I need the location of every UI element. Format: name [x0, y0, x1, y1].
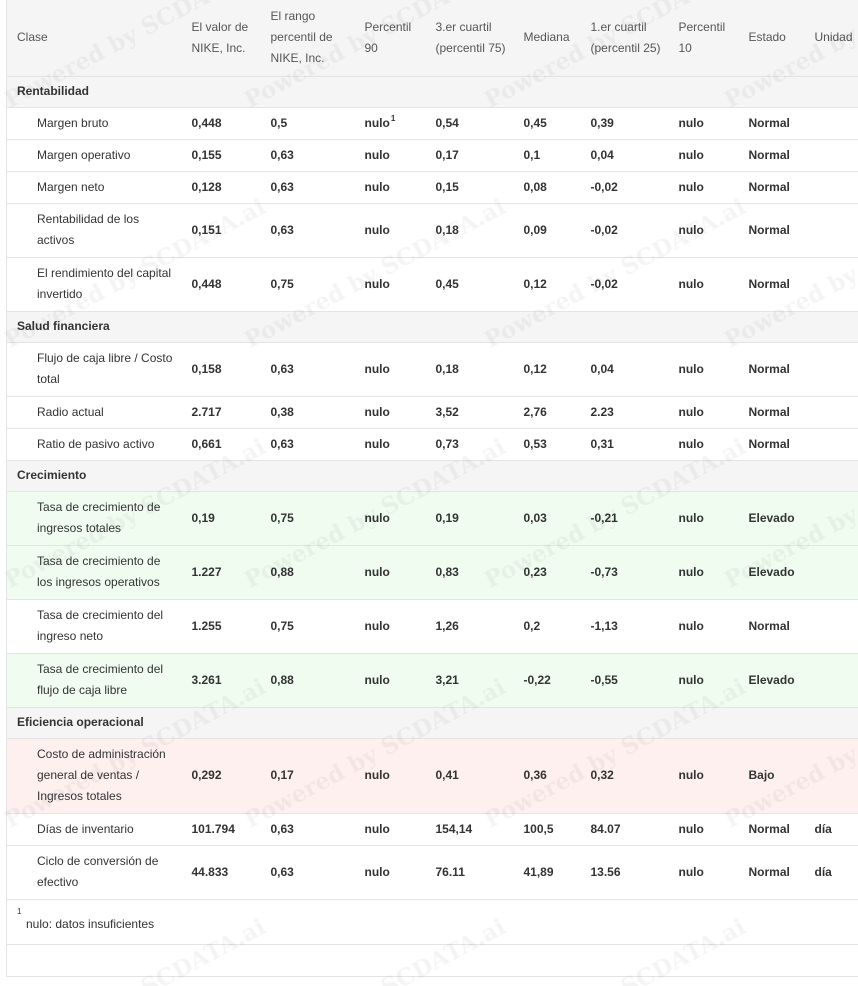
cell-unidad [805, 396, 858, 428]
cell-q3: 0,45 [426, 257, 514, 311]
header-p90: Percentil 90 [355, 0, 426, 76]
cell-unidad [805, 342, 858, 396]
cell-p10: nulo [669, 107, 739, 139]
cell-unidad [805, 491, 858, 545]
metric-name: Rentabilidad de los activos [7, 203, 182, 257]
cell-valor: 2.717 [182, 396, 261, 428]
cell-estado: Normal [739, 599, 805, 653]
metric-name: Margen neto [7, 171, 182, 203]
cell-q1: 2.23 [581, 396, 669, 428]
table-row [7, 491, 858, 545]
cell-q3: 1,26 [426, 599, 514, 653]
metric-name: El rendimiento del capital invertido [7, 257, 182, 311]
cell-p90: nulo [355, 396, 426, 428]
cell-unidad [805, 545, 858, 599]
cell-p10: nulo [669, 738, 739, 813]
cell-mediana: 0,53 [514, 428, 581, 460]
header-mediana: Mediana [514, 0, 581, 76]
cell-q3: 154,14 [426, 813, 514, 845]
header-clase: Clase [7, 0, 182, 76]
cell-unidad: día [805, 813, 858, 845]
table-body [7, 76, 858, 976]
cell-q1: 84.07 [581, 813, 669, 845]
cell-p10: nulo [669, 203, 739, 257]
cell-estado: Elevado [739, 653, 805, 707]
table-row [7, 428, 858, 460]
table-row [7, 203, 858, 257]
cell-p10: nulo [669, 342, 739, 396]
cell-estado: Normal [739, 171, 805, 203]
cell-estado: Normal [739, 203, 805, 257]
cell-q1: -0,02 [581, 257, 669, 311]
cell-valor: 1.227 [182, 545, 261, 599]
cell-p90 [355, 107, 426, 139]
table-row [7, 139, 858, 171]
cell-q1: 0,04 [581, 139, 669, 171]
header-rango: El rango percentil de NIKE, Inc. [261, 0, 355, 76]
cell-valor: 0,128 [182, 171, 261, 203]
cell-unidad [805, 203, 858, 257]
cell-p90: nulo [355, 428, 426, 460]
cell-p90: nulo [355, 257, 426, 311]
cell-unidad: día [805, 845, 858, 899]
header-q3: 3.er cuartil (percentil 75) [426, 0, 514, 76]
cell-p90: nulo [355, 139, 426, 171]
footnote [7, 899, 858, 944]
header-row [7, 0, 858, 76]
cell-p10: nulo [669, 396, 739, 428]
table-row [7, 738, 858, 813]
cell-rango: 0,63 [261, 203, 355, 257]
cell-mediana: 0,12 [514, 257, 581, 311]
table-row [7, 107, 858, 139]
cell-q3: 3,21 [426, 653, 514, 707]
table-row [7, 342, 858, 396]
section-title: Salud financiera [7, 311, 858, 342]
cell-rango: 0,38 [261, 396, 355, 428]
cell-rango: 0,75 [261, 491, 355, 545]
cell-q1: -0,02 [581, 171, 669, 203]
cell-p90-value: nulo [364, 115, 390, 130]
cell-rango: 0,75 [261, 599, 355, 653]
cell-unidad [805, 738, 858, 813]
cell-q1: -0,02 [581, 203, 669, 257]
cell-valor: 0,661 [182, 428, 261, 460]
cell-q3: 0,18 [426, 342, 514, 396]
cell-q1: 0,39 [581, 107, 669, 139]
cell-p90: nulo [355, 203, 426, 257]
table-row [7, 545, 858, 599]
cell-p90: nulo [355, 599, 426, 653]
empty-row [7, 944, 858, 976]
cell-rango: 0,63 [261, 139, 355, 171]
cell-mediana: 0,03 [514, 491, 581, 545]
cell-estado: Elevado [739, 491, 805, 545]
cell-rango: 0,88 [261, 545, 355, 599]
cell-rango: 0,17 [261, 738, 355, 813]
cell-unidad [805, 107, 858, 139]
footnote-row [7, 899, 858, 944]
cell-p10: nulo [669, 139, 739, 171]
section-header [7, 76, 858, 107]
cell-q1: 0,31 [581, 428, 669, 460]
cell-mediana: 41,89 [514, 845, 581, 899]
cell-valor: 0,448 [182, 257, 261, 311]
header-estado: Estado [739, 0, 805, 76]
footnote-text: nulo: datos insuficientes [26, 916, 155, 931]
metric-name: Tasa de crecimiento de ingresos totales [7, 491, 182, 545]
cell-p10: nulo [669, 545, 739, 599]
cell-q1: 0,32 [581, 738, 669, 813]
cell-valor: 0,155 [182, 139, 261, 171]
cell-p10: nulo [669, 491, 739, 545]
cell-estado: Normal [739, 139, 805, 171]
cell-q1: 0,04 [581, 342, 669, 396]
table-row [7, 653, 858, 707]
cell-valor: 44.833 [182, 845, 261, 899]
cell-unidad [805, 599, 858, 653]
cell-valor: 1.255 [182, 599, 261, 653]
header-p10: Percentil 10 [669, 0, 739, 76]
cell-q3: 0,54 [426, 107, 514, 139]
cell-q1: -0,73 [581, 545, 669, 599]
cell-p10: nulo [669, 257, 739, 311]
cell-rango: 0,63 [261, 342, 355, 396]
cell-p90: nulo [355, 342, 426, 396]
cell-estado: Elevado [739, 545, 805, 599]
cell-rango: 0,5 [261, 107, 355, 139]
cell-unidad [805, 139, 858, 171]
metric-name: Ciclo de conversión de efectivo [7, 845, 182, 899]
cell-rango: 0,63 [261, 845, 355, 899]
cell-p90: nulo [355, 653, 426, 707]
metric-name: Margen bruto [7, 107, 182, 139]
table-row [7, 813, 858, 845]
cell-p90: nulo [355, 738, 426, 813]
header-unidad: Unidad [805, 0, 858, 76]
cell-q3: 0,41 [426, 738, 514, 813]
cell-estado: Bajo [739, 738, 805, 813]
cell-estado: Normal [739, 107, 805, 139]
cell-mediana: -0,22 [514, 653, 581, 707]
header-valor: El valor de NIKE, Inc. [182, 0, 261, 76]
cell-mediana: 0,45 [514, 107, 581, 139]
metric-name: Tasa de crecimiento del flujo de caja libre [7, 653, 182, 707]
cell-valor: 3.261 [182, 653, 261, 707]
cell-estado: Normal [739, 845, 805, 899]
cell-mediana: 0,2 [514, 599, 581, 653]
cell-unidad [805, 171, 858, 203]
section-header [7, 707, 858, 738]
header-q1: 1.er cuartil (percentil 25) [581, 0, 669, 76]
cell-p90: nulo [355, 171, 426, 203]
metric-name: Flujo de caja libre / Costo total [7, 342, 182, 396]
metric-name: Tasa de crecimiento de los ingresos operativos [7, 545, 182, 599]
section-title: Crecimiento [7, 460, 858, 491]
cell-q3: 76.11 [426, 845, 514, 899]
metric-name: Ratio de pasivo activo [7, 428, 182, 460]
cell-estado: Normal [739, 257, 805, 311]
cell-valor: 0,19 [182, 491, 261, 545]
cell-p10: nulo [669, 599, 739, 653]
cell-p10: nulo [669, 813, 739, 845]
metric-name: Tasa de crecimiento del ingreso neto [7, 599, 182, 653]
metric-name: Costo de administración general de ventas / Ingresos totales [7, 738, 182, 813]
cell-rango: 0,75 [261, 257, 355, 311]
cell-mediana: 100,5 [514, 813, 581, 845]
footnote-mark: 1 [17, 906, 22, 916]
cell-mediana: 0,36 [514, 738, 581, 813]
cell-valor: 0,151 [182, 203, 261, 257]
cell-p10: nulo [669, 171, 739, 203]
metrics-table [6, 0, 858, 977]
cell-p90: nulo [355, 845, 426, 899]
cell-mediana: 2,76 [514, 396, 581, 428]
cell-q3: 0,17 [426, 139, 514, 171]
cell-q3: 0,73 [426, 428, 514, 460]
footnote-ref: 1 [390, 113, 396, 123]
cell-p90: nulo [355, 813, 426, 845]
cell-p90: nulo [355, 491, 426, 545]
cell-q1: -0,55 [581, 653, 669, 707]
cell-estado: Normal [739, 342, 805, 396]
cell-q1: 13.56 [581, 845, 669, 899]
cell-q3: 0,15 [426, 171, 514, 203]
cell-mediana: 0,08 [514, 171, 581, 203]
cell-q1: -0,21 [581, 491, 669, 545]
cell-valor: 0,158 [182, 342, 261, 396]
section-header [7, 311, 858, 342]
cell-estado: Normal [739, 396, 805, 428]
cell-p10: nulo [669, 428, 739, 460]
table-row [7, 396, 858, 428]
cell-p10: nulo [669, 653, 739, 707]
section-title: Rentabilidad [7, 76, 858, 107]
cell-valor: 101.794 [182, 813, 261, 845]
table-row [7, 599, 858, 653]
cell-estado: Normal [739, 428, 805, 460]
cell-rango: 0,63 [261, 171, 355, 203]
metric-name: Radio actual [7, 396, 182, 428]
cell-q3: 0,18 [426, 203, 514, 257]
section-header [7, 460, 858, 491]
cell-q3: 0,19 [426, 491, 514, 545]
table-row [7, 257, 858, 311]
cell-rango: 0,63 [261, 813, 355, 845]
cell-q3: 0,83 [426, 545, 514, 599]
cell-valor: 0,448 [182, 107, 261, 139]
table-row [7, 845, 858, 899]
cell-estado: Normal [739, 813, 805, 845]
cell-unidad [805, 257, 858, 311]
cell-mediana: 0,09 [514, 203, 581, 257]
cell-mediana: 0,1 [514, 139, 581, 171]
cell-mediana: 0,23 [514, 545, 581, 599]
cell-unidad [805, 428, 858, 460]
metric-name: Margen operativo [7, 139, 182, 171]
cell-q1: -1,13 [581, 599, 669, 653]
cell-mediana: 0,12 [514, 342, 581, 396]
cell-rango: 0,63 [261, 428, 355, 460]
empty-cell [7, 944, 858, 976]
cell-p10: nulo [669, 845, 739, 899]
table-row [7, 171, 858, 203]
cell-rango: 0,88 [261, 653, 355, 707]
cell-valor: 0,292 [182, 738, 261, 813]
section-title: Eficiencia operacional [7, 707, 858, 738]
cell-p90: nulo [355, 545, 426, 599]
cell-q3: 3,52 [426, 396, 514, 428]
cell-unidad [805, 653, 858, 707]
metric-name: Días de inventario [7, 813, 182, 845]
